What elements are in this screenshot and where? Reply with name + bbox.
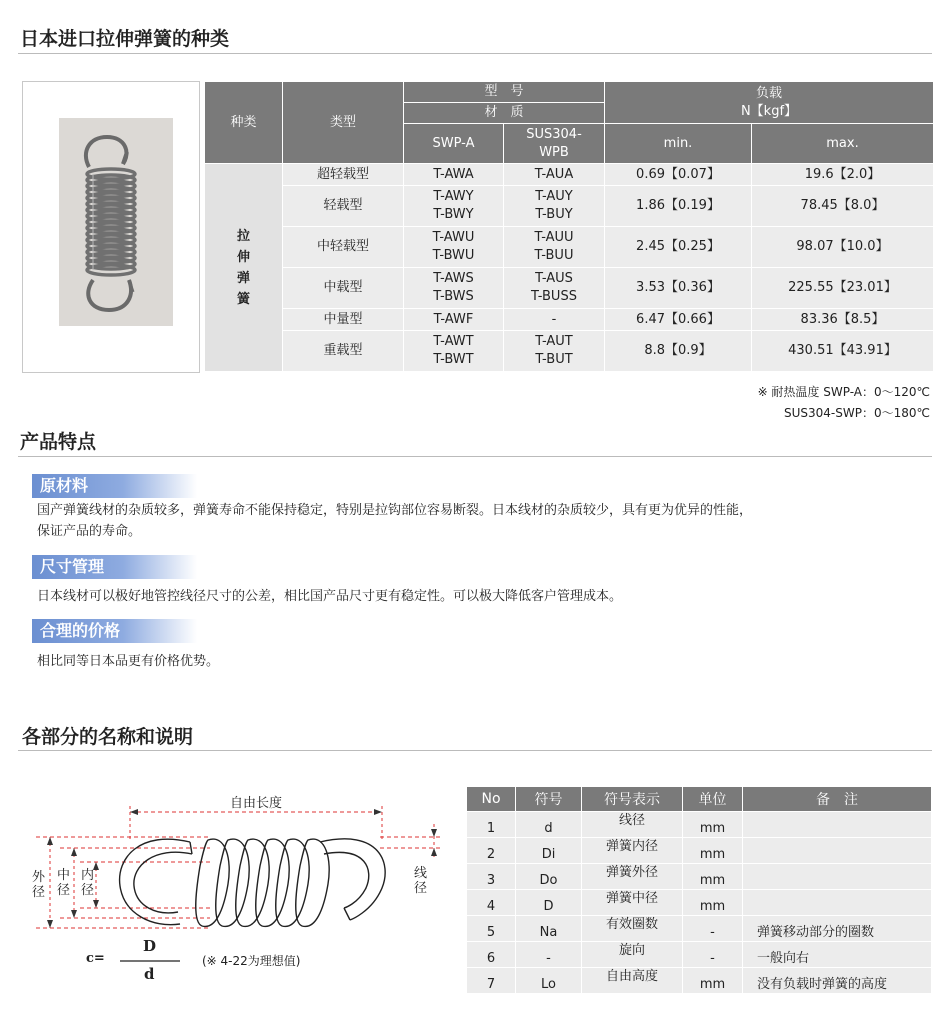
cell-symbol: Di xyxy=(516,838,582,864)
header-type: 类型 xyxy=(283,82,404,164)
header-load xyxy=(605,82,934,124)
label-inner-diameter xyxy=(81,868,94,898)
sus-code: T-BUY xyxy=(535,207,573,222)
cell-unit: - xyxy=(683,916,743,942)
row-swpa xyxy=(404,186,504,227)
kind-char: 弹 xyxy=(236,270,250,286)
parts-table xyxy=(466,786,932,994)
row-min: 1.86【0.19】 xyxy=(605,186,752,227)
cell-remark: 一般向右 xyxy=(743,942,932,968)
label-char: 径 xyxy=(81,883,95,898)
table-row xyxy=(467,812,932,838)
cell-unit: - xyxy=(683,942,743,968)
spring-photo xyxy=(22,81,200,373)
row-min: 0.69【0.07】 xyxy=(605,164,752,186)
spring-type-table xyxy=(204,81,934,372)
kind-char: 伸 xyxy=(236,249,250,265)
header-min: min. xyxy=(605,124,752,164)
label-mid-diameter xyxy=(57,868,70,898)
cell-meaning: 线径 xyxy=(582,812,683,838)
cell-remark xyxy=(743,864,932,890)
cell-symbol: - xyxy=(516,942,582,968)
cell-no: 3 xyxy=(467,864,516,890)
row-type: 中轻载型 xyxy=(283,227,404,268)
header-no: No xyxy=(467,787,516,812)
section-title-parts: 各部分的名称和说明 xyxy=(22,726,194,748)
feature-line: 日本线材可以极好地管控线径尺寸的公差，相比国产品尺寸更有稳定性。可以极大降低客户管理成本。 xyxy=(37,589,623,604)
row-swpa xyxy=(404,164,504,186)
label-outer-diameter xyxy=(32,870,45,900)
sus-code: T-AUU xyxy=(534,230,574,245)
header-model: 型 号 xyxy=(404,82,605,103)
swpa-code: T-AWS xyxy=(433,271,474,286)
cell-unit: mm xyxy=(683,812,743,838)
header-load-unit: N【kgf】 xyxy=(740,103,798,119)
label-char: 线 xyxy=(414,866,428,881)
cell-no: 4 xyxy=(467,890,516,916)
feature-tag-size: 尺寸管理 xyxy=(32,555,197,579)
table-row xyxy=(467,864,932,890)
sus-code: T-AUY xyxy=(535,189,573,204)
label-char: 径 xyxy=(32,885,46,900)
cell-unit: mm xyxy=(683,890,743,916)
sus-code: T-AUT xyxy=(535,334,573,349)
header-symbol: 符号 xyxy=(516,787,582,812)
cell-remark: 没有负载时弹簧的高度 xyxy=(743,968,932,994)
row-type: 中量型 xyxy=(283,309,404,331)
sus-code: T-BUT xyxy=(535,352,573,367)
row-type: 超轻载型 xyxy=(283,164,404,186)
cell-remark xyxy=(743,890,932,916)
row-min: 6.47【0.66】 xyxy=(605,309,752,331)
cell-symbol: Lo xyxy=(516,968,582,994)
kind-char: 簧 xyxy=(236,291,250,307)
label-char: 中 xyxy=(57,868,71,883)
sus-code: T-BUU xyxy=(534,248,574,263)
section-divider xyxy=(18,53,932,54)
header-kind: 种类 xyxy=(205,82,283,164)
swpa-code: T-AWA xyxy=(433,166,474,182)
cell-meaning: 弹簧内径 xyxy=(582,838,683,864)
table-row xyxy=(467,890,932,916)
feature-text-price xyxy=(37,651,219,672)
feature-tag-price: 合理的价格 xyxy=(32,619,197,643)
row-swpa xyxy=(404,268,504,309)
sus-code: T-BUSS xyxy=(531,289,577,304)
cell-meaning: 弹簧外径 xyxy=(582,864,683,890)
row-sus xyxy=(504,186,605,227)
kind-extension-spring xyxy=(205,164,283,372)
header-max: max. xyxy=(752,124,934,164)
row-sus xyxy=(504,268,605,309)
swpa-code: T-BWT xyxy=(433,352,474,367)
cell-unit: mm xyxy=(683,864,743,890)
swpa-code: T-BWS xyxy=(433,289,474,304)
row-max: 225.55【23.01】 xyxy=(752,268,934,309)
cell-meaning: 弹簧中径 xyxy=(582,890,683,916)
row-min: 2.45【0.25】 xyxy=(605,227,752,268)
row-swpa xyxy=(404,227,504,268)
label-char: 内 xyxy=(81,868,95,883)
sus-code: T-AUS xyxy=(535,271,573,286)
cell-no: 5 xyxy=(467,916,516,942)
header-unit: 单位 xyxy=(683,787,743,812)
cell-meaning: 自由高度 xyxy=(582,968,683,994)
row-min: 3.53【0.36】 xyxy=(605,268,752,309)
swpa-code: T-AWT xyxy=(433,334,474,349)
table-row xyxy=(467,916,932,942)
label-char: 径 xyxy=(414,881,428,896)
row-max: 19.6【2.0】 xyxy=(752,164,934,186)
cell-no: 7 xyxy=(467,968,516,994)
heat-note-swpa: ※ 耐热温度 SWP-A：0～120℃ xyxy=(757,385,930,399)
row-swpa xyxy=(404,309,504,331)
extension-spring-image xyxy=(23,82,199,372)
formula-numerator: D xyxy=(143,937,157,955)
section-title-spring-types: 日本进口拉伸弹簧的种类 xyxy=(20,28,230,50)
header-material: 材 质 xyxy=(404,103,605,124)
header-load-label: 负载 xyxy=(755,85,782,101)
section-title-features: 产品特点 xyxy=(20,431,97,453)
section-divider xyxy=(18,750,932,751)
cell-meaning: 旋向 xyxy=(582,942,683,968)
cell-symbol: D xyxy=(516,890,582,916)
row-sus xyxy=(504,227,605,268)
header-remark: 备 注 xyxy=(743,787,932,812)
feature-line: 相比同等日本品更有价格优势。 xyxy=(37,654,220,669)
cell-remark xyxy=(743,812,932,838)
label-char: 外 xyxy=(32,870,46,885)
row-max: 430.51【43.91】 xyxy=(752,331,934,372)
formula-note: (※ 4-22为理想值) xyxy=(202,954,301,968)
cell-no: 6 xyxy=(467,942,516,968)
row-max: 83.36【8.5】 xyxy=(752,309,934,331)
header-meaning: 符号表示 xyxy=(582,787,683,812)
cell-symbol: Do xyxy=(516,864,582,890)
formula-c: c= xyxy=(86,951,105,966)
swpa-code: T-AWY xyxy=(433,189,474,204)
header-sus304-label: SUS304-WPB xyxy=(526,126,582,160)
row-sus xyxy=(504,309,605,331)
swpa-code: T-AWF xyxy=(433,311,474,327)
feature-text-material xyxy=(37,500,752,542)
swpa-code: T-AWU xyxy=(432,230,475,245)
cell-unit: mm xyxy=(683,968,743,994)
row-max: 98.07【10.0】 xyxy=(752,227,934,268)
table-row xyxy=(467,942,932,968)
row-type: 中载型 xyxy=(283,268,404,309)
feature-line: 国产弹簧线材的杂质较多，弹簧寿命不能保持稳定，特别是拉钩部位容易断裂。日本线材的杂质较少，具有更为优异的性能， xyxy=(37,503,753,518)
cell-remark: 弹簧移动部分的圈数 xyxy=(743,916,932,942)
row-max: 78.45【8.0】 xyxy=(752,186,934,227)
feature-line: 保证产品的寿命。 xyxy=(37,524,142,539)
cell-symbol: Na xyxy=(516,916,582,942)
row-sus xyxy=(504,331,605,372)
row-sus xyxy=(504,164,605,186)
kind-char: 拉 xyxy=(236,228,250,244)
sus-code: - xyxy=(551,311,557,327)
label-free-length: 自由长度 xyxy=(230,796,283,811)
row-swpa xyxy=(404,331,504,372)
cell-no: 1 xyxy=(467,812,516,838)
header-sus304 xyxy=(504,124,605,164)
row-min: 8.8【0.9】 xyxy=(605,331,752,372)
cell-remark xyxy=(743,838,932,864)
section-divider xyxy=(18,456,932,457)
swpa-code: T-BWY xyxy=(433,207,474,222)
cell-symbol: d xyxy=(516,812,582,838)
cell-unit: mm xyxy=(683,838,743,864)
cell-no: 2 xyxy=(467,838,516,864)
label-char: 径 xyxy=(57,883,71,898)
table-row xyxy=(467,838,932,864)
label-wire-diameter xyxy=(414,866,427,896)
sus-code: T-AUA xyxy=(534,166,574,182)
row-type: 重载型 xyxy=(283,331,404,372)
formula-denominator: d xyxy=(144,965,155,983)
feature-text-size xyxy=(37,586,622,607)
header-swpa: SWP-A xyxy=(404,124,504,164)
heat-note-sus: SUS304-SWP：0～180℃ xyxy=(784,406,930,420)
cell-meaning: 有效圈数 xyxy=(582,916,683,942)
feature-tag-material: 原材料 xyxy=(32,474,197,498)
row-type: 轻载型 xyxy=(283,186,404,227)
table-row xyxy=(467,968,932,994)
swpa-code: T-BWU xyxy=(432,248,475,263)
